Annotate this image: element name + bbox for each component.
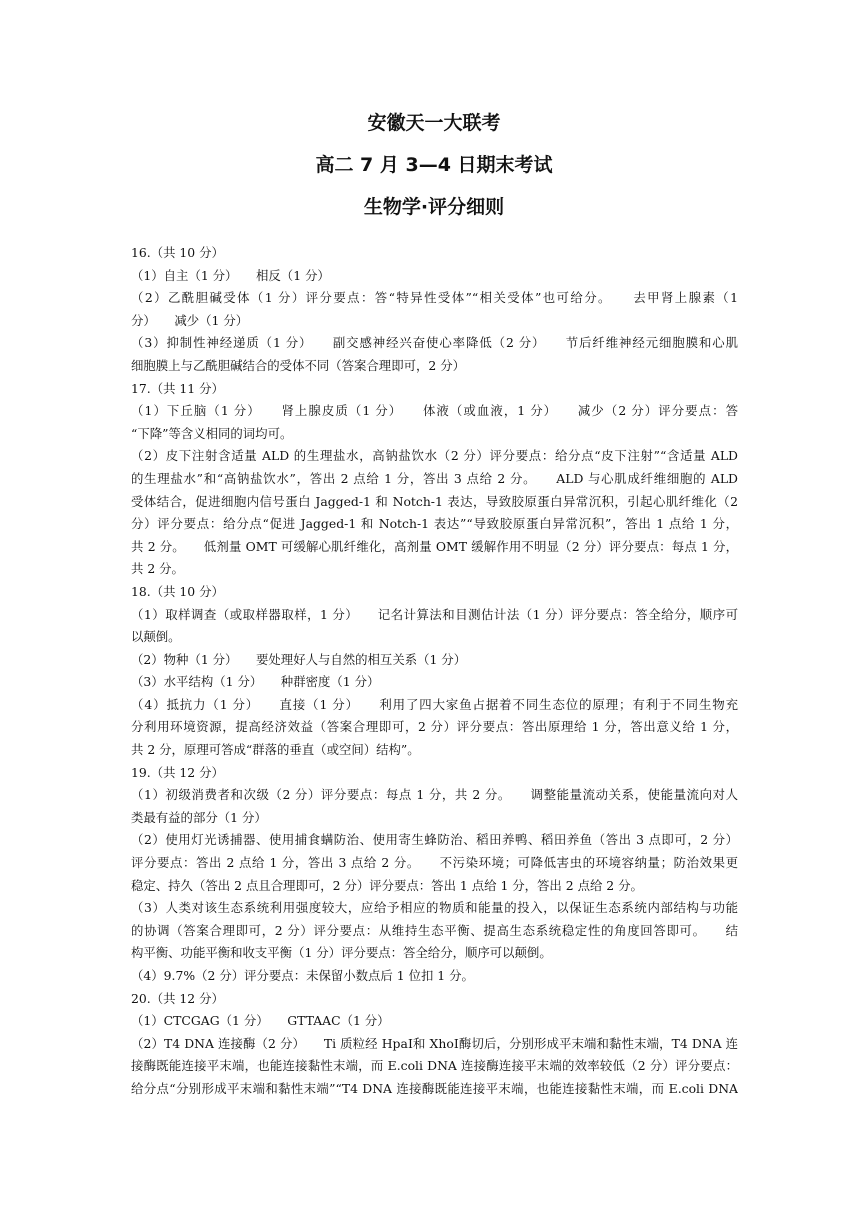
question-heading: 19.（共 12 分） (131, 764, 224, 780)
answer-line: “下降”等含义相同的词均可。 (131, 425, 293, 441)
answer-line: 以颠倒。 (131, 629, 181, 645)
answer-line: 共 2 分。 低剂量 OMT 可缓解心肌纤维化，高剂量 OMT 缓解作用不明显（2 分）评分要点：每点 1 分， (131, 538, 738, 554)
answer-line: 稳定、持久（答出 2 点且合理即可，2 分）评分要点：答出 1 点给 1 分，答出 2 点给 2 分。 (131, 877, 643, 893)
answer-line: 分） 减少（1 分） (131, 312, 249, 328)
answer-line: 接酶既能连接平末端，也能连接黏性末端，而 E.coli DNA 连接酶连接平末端的效率较低（2 分）评分要点： (131, 1058, 738, 1074)
document-title: 生物学·评分细则 (363, 196, 505, 218)
question-heading: 18.（共 10 分） (131, 583, 224, 599)
answer-line: （2）T4 DNA 连接酶（2 分） Ti 质粒经 HpaⅠ和 XhoⅠ酶切后，分别形成平末端和黏性末端，T4 DNA 连 (131, 1035, 738, 1051)
answer-line: 评分要点：答出 2 点给 1 分，答出 3 点给 2 分。 不污染环境；可降低害虫的环境容纳量；防治效果更 (131, 855, 738, 871)
answer-line: （3）水平结构（1 分） 种群密度（1 分） (131, 674, 380, 690)
answer-line: （4）9.7%（2 分）评分要点：未保留小数点后 1 位扣 1 分。 (131, 968, 474, 983)
answer-line: （3）抑制性神经递质（1 分） 副交感神经兴奋使心率降低（2 分） 节后纤维神经元细胞膜和心肌 (131, 335, 738, 351)
answer-line: （2）乙酰胆碱受体（1 分）评分要点：答“特异性受体”“相关受体”也可给分。 去甲肾上腺素（1 (131, 290, 738, 306)
answer-line: （1）取样调查（或取样器取样，1 分） 记名计算法和目测估计法（1 分）评分要点：答全给分，顺序可 (131, 606, 738, 622)
question-heading: 16.（共 10 分） (131, 245, 224, 260)
answer-line: 类最有益的部分（1 分） (131, 809, 267, 825)
answer-line: （1）CTCGAG（1 分） GTTAAC（1 分） (131, 1013, 390, 1029)
answer-line: 共 2 分，原理可答成“群落的垂直（或空间）结构”。 (131, 742, 420, 758)
answer-line: （1）自主（1 分） 相反（1 分） (131, 267, 330, 283)
answer-line: 的生理盐水”和“高钠盐饮水”，答出 2 点给 1 分，答出 3 点给 2 分。 ALD 与心肌成纤维细胞的 ALD (131, 470, 738, 486)
answer-line: （2）皮下注射含适量 ALD 的生理盐水，高钠盐饮水（2 分）评分要点：给分点“皮下注射”“含适量 ALD (131, 448, 738, 464)
title-block (0, 112, 868, 218)
answer-line: （1）初级消费者和次级（2 分）评分要点：每点 1 分，共 2 分。 调整能量流动关系，使能量流向对人 (131, 787, 738, 803)
exam-title: 安徽天一大联考 (367, 112, 501, 134)
answer-line: 细胞膜上与乙酰胆碱结合的受体不同（答案合理即可，2 分） (131, 357, 465, 373)
question-heading: 17.（共 11 分） (131, 380, 224, 396)
answer-line: （2）使用灯光诱捕器、使用捕食螨防治、使用寄生蜂防治、稻田养鸭、稻田养鱼（答出 3 点即可，2 分） (131, 832, 738, 848)
answer-line: （1）下丘脑（1 分） 肾上腺皮质（1 分） 体液（或血液，1 分） 减少（2 分）评分要点：答 (131, 403, 738, 419)
answer-line: （4）抵抗力（1 分） 直接（1 分） 利用了四大家鱼占据着不同生态位的原理；有利于不同生物充 (131, 696, 738, 712)
question-heading: 20.（共 12 分） (131, 990, 224, 1006)
answer-line: （3）人类对该生态系统利用强度较大，应给予相应的物质和能量的投入，以保证生态系统内部结构与功能 (131, 900, 738, 916)
answer-line: 给分点“分别形成平末端和黏性末端”“T4 DNA 连接酶既能连接平末端，也能连接黏性末端，而 E.coli DNA (131, 1080, 738, 1096)
answer-line: 受体结合，促进细胞内信号蛋白 Jagged-1 和 Notch-1 表达，导致胶原蛋白异常沉积，引起心肌纤维化（2 (131, 493, 738, 509)
answer-line: 的协调（答案合理即可，2 分）评分要点：从维持生态平衡、提高生态系统稳定性的角度回答即可。 结 (131, 922, 738, 938)
exam-subtitle: 高二 7 月 3—4 日期末考试 (315, 154, 553, 176)
scoring-rules-body (131, 242, 738, 1101)
answer-line: 构平衡、功能平衡和收支平衡（1 分）评分要点：答全给分，顺序可以颠倒。 (131, 945, 552, 961)
answer-line: 共 2 分。 (131, 561, 184, 577)
answer-line: （2）物种（1 分） 要处理好人与自然的相互关系（1 分） (131, 651, 467, 667)
answer-line: 分）评分要点：给分点“促进 Jagged-1 和 Notch-1 表达”“导致胶原蛋白异常沉积”，答出 1 点给 1 分， (131, 516, 738, 532)
answer-line: 分利用环境资源，提高经济效益（答案合理即可，2 分）评分要点：答出原理给 1 分，答出意义给 1 分， (131, 719, 738, 735)
